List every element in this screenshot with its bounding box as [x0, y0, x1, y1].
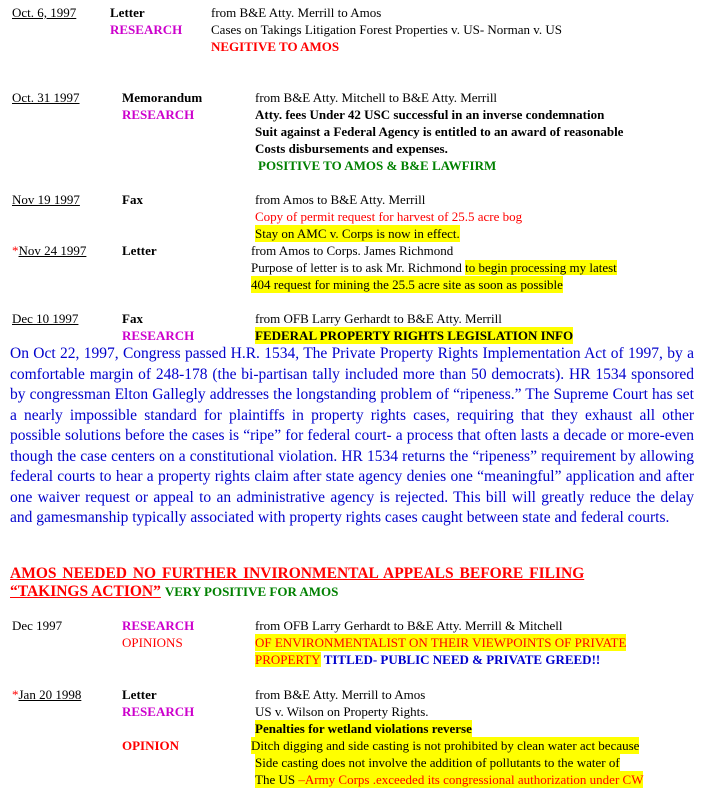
entry-date: Jan 20 1998 [18, 687, 82, 702]
entry-from: from B&E Atty. Merrill to Amos [211, 5, 382, 20]
research-tag: RESEARCH [122, 704, 195, 719]
entry-line [251, 259, 617, 276]
entry-type: Letter [122, 243, 157, 258]
entry-type: Letter [122, 687, 157, 702]
entry-from: from Amos to B&E Atty. Merrill [255, 192, 426, 207]
entry-date: Oct. 31 1997 [12, 90, 80, 105]
entry-line: US v. Wilson on Property Rights. [255, 704, 429, 719]
entry-from: from B&E Atty. Mitchell to B&E Atty. Merrill [255, 90, 498, 105]
entry-line [255, 651, 600, 668]
asterisk-marker: * [12, 687, 19, 702]
opinions-tag: OPINIONS [122, 635, 183, 650]
highlighted-line: Ditch digging and side casting is not prohibited by clean water act because [251, 738, 640, 753]
highlighted-line: 404 request for mining the 25.5 acre site as soon as possible [251, 277, 563, 292]
highlighted-heading: FEDERAL PROPERTY RIGHTS LEGISLATION INFO [255, 328, 574, 343]
conclusion-heading: AMOS NEEDED NO FURTHER INVIRONMENTAL APPEALS BEFORE FILING [10, 565, 585, 582]
entry-type: Fax [122, 311, 143, 326]
verdict-negative: NEGITIVE TO AMOS [211, 39, 340, 54]
verdict-positive: VERY POSITIVE FOR AMOS [164, 584, 339, 599]
entry-date: Nov 24 1997 [18, 243, 87, 258]
entry-date-row [12, 242, 86, 259]
verdict-positive: POSITIVE TO AMOS & B&E LAWFIRM [258, 158, 497, 173]
highlighted-line [255, 771, 643, 788]
entry-date: Dec 10 1997 [12, 311, 79, 326]
entry-date: Nov 19 1997 [12, 192, 80, 207]
opinion-tag: OPINION [122, 738, 180, 753]
highlighted-line: Side casting does not involve the addition of pollutants to the water of [255, 755, 620, 770]
research-tag: RESEARCH [122, 328, 195, 343]
highlighted-line: OF ENVIRONMENTALIST ON THEIR VIEWPOINTS OF PRIVATE [255, 635, 627, 650]
entry-line: Costs disbursements and expenses. [255, 141, 448, 156]
conclusion-row [10, 582, 338, 601]
entry-line: Copy of permit request for harvest of 25.5 acre bog [255, 209, 523, 224]
highlighted-heading: Penalties for wetland violations reverse [255, 721, 472, 736]
highlighted-text: PROPERTY [255, 652, 321, 667]
asterisk-marker: * [12, 243, 19, 258]
highlighted-text: to begin processing my latest [465, 260, 617, 275]
entry-date: Dec 1997 [12, 618, 63, 633]
entry-date-row [12, 686, 81, 703]
paragraph-text: On Oct 22, 1997, Congress passed H.R. 1534, The Private Property Rights Implementation Act of 1997, by a comfortable margin of 248-178 (the bi-partisan tally included more than 50 democrats). HR 1534 sponsored by congressman Elton Gallegly addresses the longstanding problem of “ripeness.” The Supreme Court has set a nearly impossible standard for plaintiffs in property rights cases, requiring that they exhaust all other possible solutions before the cases is “ripe” for federal court- a process that often lasts a decade or more-even though the case centers on a constitutional violation. HR 1534 returns the “ripeness” requirement by allowing federal courts to hear a property rights claim after state agency denies one “meaningful” application and after one waiver request or appeal to an administrative agency is rejected. This bill will greatly reduce the delay and gamesmanship typically associated with property rights cases caught between state and federal courts. [10, 345, 694, 526]
entry-type: Letter [110, 5, 145, 20]
entry-line: Cases on Takings Litigation Forest Properties v. US- Norman v. US [211, 22, 563, 37]
entry-from: from B&E Atty. Merrill to Amos [255, 687, 426, 702]
research-tag: RESEARCH [122, 618, 195, 633]
legislation-paragraph [10, 344, 694, 529]
entry-type: Fax [122, 192, 143, 207]
entry-type: Memorandum [122, 90, 203, 105]
research-tag: RESEARCH [122, 107, 195, 122]
entry-line-text: The US [255, 772, 299, 787]
entry-from: from Amos to Corps. James Richmond [251, 243, 454, 258]
entry-date: Oct. 6, 1997 [12, 5, 77, 20]
entry-line-text: Purpose of letter is to ask Mr. Richmond [251, 260, 466, 275]
takings-action-text: “TAKINGS ACTION” [10, 583, 161, 600]
red-text: –Army Corps .exceeded its congressional authorization under CW [298, 772, 644, 787]
entry-from: from OFB Larry Gerhardt to B&E Atty. Merrill [255, 311, 502, 326]
entry-line: Suit against a Federal Agency is entitled to an award of reasonable [255, 124, 624, 139]
highlighted-line: Stay on AMC v. Corps is now in effect. [255, 226, 460, 241]
entry-line: Atty. fees Under 42 USC successful in an inverse condemnation [255, 107, 605, 122]
title-text: TITLED- PUBLIC NEED & PRIVATE GREED!! [320, 652, 601, 667]
entry-from: from OFB Larry Gerhardt to B&E Atty. Merrill & Mitchell [255, 618, 563, 633]
research-tag: RESEARCH [110, 22, 183, 37]
